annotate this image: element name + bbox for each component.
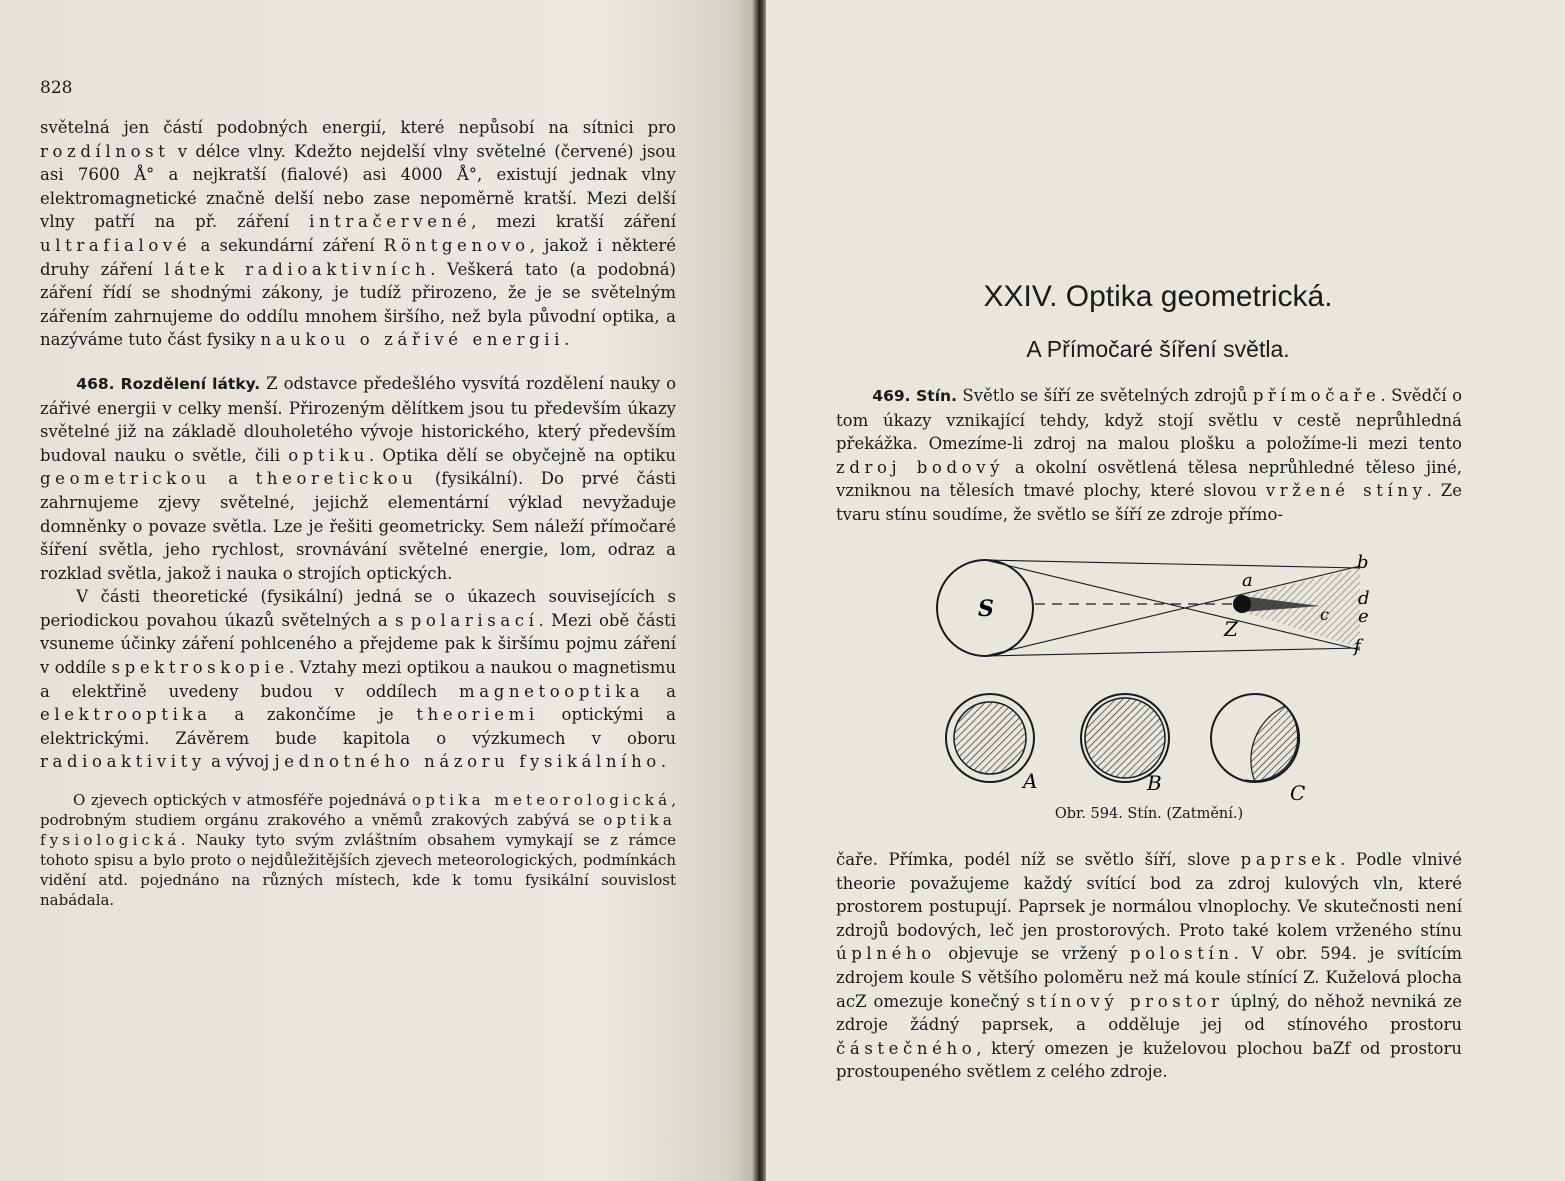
paragraph-468: 468. Rozdělení látky. Z odstavce předešlého vysvítá rozdělení nauky o zářivé energii v celky menší. Přirozeným dělítkem jsou tu především úkazy světelné již na základě dlouholetého vývoje historického, který především budoval nauku o světle, čili optiku. Optika dělí se obyčejně na optiku geometrickou a theoretickou (fysikální). Do prvé části zahrnujeme zjevy světelné, jejichž elementární výklad nevyžaduje domněnky o povaze světla. Lze je řešiti geometricky. Sem náleží přímočaré šíření světla, jeho rychlost, srovnávání světelné energie, lom, odraz a rozklad světla, jakož i nauka o strojích optických. [40,373,677,583]
figure-shadow-diagram [920,548,1390,808]
label-A: A [1023,769,1038,793]
label-a: a [1242,570,1253,591]
label-S: S [978,596,994,622]
right-text-column-bottom [836,848,1462,1084]
paragraph-ray: čaře. Přímka, podél níž se světlo šíří, slove paprsek. Podle vlnivé theorie považujeme každý svítící bod za zdroj kulových vln, které prostorem postupují. Paprsek je normálou vlnoplochy. Ve skutečnosti není zdrojů bodových, leč jen prostorových. Proto také kolem vrženého stínu úplného objevuje se vržený polostín. V obr. 594. je svítícím zdrojem koule S většího poloměru než má koule stínící Z. Kuželová plocha acZ omezuje konečný stínový prostor úplný, do něhož nevniká ze zdroje žádný paprsek, a odděluje jej od stínového prostoru částečného, který omezen je kuželovou plochou baZf od prostoru prostoupeného světlem z celého zdroje. [836,850,1463,1082]
section-title: A Přímočaré šíření světla. [1026,336,1290,362]
label-f: f [1354,636,1361,657]
paragraph-intro: světelná jen částí podobných energií, které nepůsobí na sítnici pro rozdílnost v délce vlny. Kdežto nejdelší vlny světelné (červené) jsou asi 7600 Å° a nejkratší (fialové) asi 4000 Å°, existují jednak vlny elektromagnetické značně delší nebo zase nepoměrně kratší. Mezi delší vlny patří na př. záření intračervené, mezi kratší záření ultrafialové a sekundární záření Röntgenovo, jakož i některé druhy záření látek radioaktivních. Veškerá tato (a podobná) záření řídí se shodnými zákony, je tudíž přirozeno, že je se světelným zářením zahrnujeme do oddílu mnohem širšího, než byla původní optika, a nazýváme tuto část fysiky naukou o zářivé energii. [40,118,677,350]
label-e: e [1358,606,1369,627]
page-number: 828 [40,78,73,98]
paragraph-469: 469. Stín. Světlo se šíří ze světelných zdrojů přímočaře. Svědčí o tom úkazy vznikající tehdy, když stojí světlu v cestě neprůhledná překážka. Omezíme-li zdroj na malou plošku a položíme-li mezi tento zdroj bodový a okolní osvětlená tělesa neprůhledné těleso jiné, vzniknou na tělesích tmavé plochy, které slovou vržené stíny. Ze tvaru stínu soudíme, že světlo se šíří ze zdroje přímo- [836,386,1463,524]
label-b: b [1357,552,1369,573]
left-text-column [40,116,676,910]
right-text-column-top [836,384,1462,527]
section-heading-469: 469. Stín. [872,387,957,405]
label-B: B [1147,771,1162,795]
left-page [0,0,758,1181]
label-Z: Z [1224,617,1238,641]
paragraph-theoretical: V části theoretické (fysikální) jedná se o úkazech souvisejících s periodickou povahou úkazů světelných a s polarisací. Mezi obě části vsuneme účinky záření pohlceného a přejdeme pak k širšímu pojmu záření v oddíle spektroskopie. Vztahy mezi optikou a naukou o magnetismu a elektřině uvedeny budou v oddílech magnetooptika a elektrooptika a zakončíme je theoriemi optickými a elektrickými. Závěrem bude kapitola o výzkumech v oboru radioaktivity a vývoj jednotného názoru fysikálního. [40,587,677,772]
label-C: C [1290,781,1306,805]
chapter-title: XXIV. Optika geometrická. [983,280,1333,313]
section-heading-468: 468. Rozdělení látky. [76,374,261,393]
shading-sphere-Z [1233,595,1251,613]
label-c: c [1320,605,1329,624]
figure-caption: Obr. 594. Stín. (Zatmění.) [1054,806,1244,822]
label-d: d [1358,588,1370,609]
paragraph-small-note: O zjevech optických v atmosféře pojednává optika meteorologická, podrobným studiem orgánu zrakového a vněmů zrakových zabývá se optika fysiologická. Nauky tyto svým zvláštním obsahem vymykají se z rámce tohoto spisu a bylo proto o nejdůležitějších zjevech meteorologických, podmínkách vidění atd. pojednáno na různých místech, kde k tomu fysikální souvislost nabádala. [40,791,677,910]
